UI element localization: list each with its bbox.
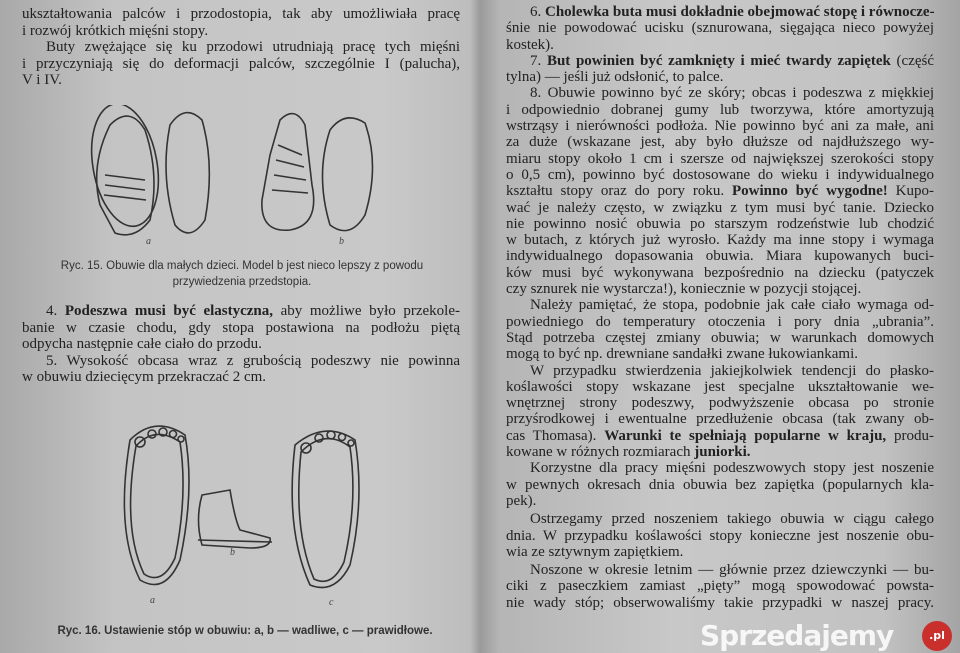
text-line xyxy=(506,562,934,578)
text-line xyxy=(22,23,460,40)
text-segment: ków musi być wykonywana bezpośrednio na dziecku (patyczek xyxy=(506,264,934,281)
text-segment: Należy pamiętać, że stopa, podobnie jak całe ciało wymaga od- xyxy=(530,297,934,314)
figure-16-caption: Ryc. 16. Ustawienie stóp w obuwiu: a, b — wadliwe, c — prawidłowe. xyxy=(57,625,433,637)
text-segment: ciki z paseczkiem zamiast „pięty” mogą spowodować powsta- xyxy=(506,578,934,595)
text-line xyxy=(506,460,934,476)
foot-a-outline xyxy=(124,426,189,584)
text-line xyxy=(506,134,934,150)
text-segment: i rozwój krótkich mięśni stopy. xyxy=(22,22,209,39)
foot-b-side xyxy=(199,490,271,548)
text-segment: w pewnych okresach dnia obuwia bez zapiętka (popularnych kla- xyxy=(506,476,934,493)
text-segment: miaru stopy około 1 cm i szersze od największej szerokości stopy xyxy=(506,150,934,167)
text-segment: czy sznurek nie wystarcza!), koniecznie w pozycji stojącej. xyxy=(506,281,862,298)
text-segment: o 0,5 cm), powinno być dostosowane do wieku i indywidualnego xyxy=(506,166,934,183)
bold-text-segment: Powinno być wygodne! xyxy=(732,183,888,200)
text-segment: 5. Wysokość obcasa wraz z grubością podeszwy nie powinna xyxy=(46,352,460,369)
text-segment: 6. xyxy=(530,4,545,20)
figure-16-label-b: b xyxy=(230,547,235,558)
foot-c-outline xyxy=(292,431,359,587)
text-line xyxy=(506,281,934,297)
text-segment: aby możliwe było przekole- xyxy=(273,303,461,319)
text-segment: banie w czasie chodu, gdy stopa postawiona na podłożu piętą xyxy=(22,319,460,336)
text-segment: V i IV. xyxy=(22,72,62,89)
figure-15-caption-line-1: Ryc. 15. Obuwie dla małych dzieci. Model b jest nieco lepszy z powodu xyxy=(60,260,424,272)
text-segment: w obuwiu dziecięcym przekraczać 2 cm. xyxy=(22,369,267,386)
text-segment: i przyczyniają się do deformacji palców, szczególnie I (palucha), xyxy=(22,55,460,72)
text-line xyxy=(506,428,934,444)
text-segment: i odpowiednio dobranej gumy lub tworzywa, które amortyzują xyxy=(506,101,934,118)
shoe-b-boot xyxy=(262,114,314,231)
text-line xyxy=(506,53,934,69)
text-segment: cas Thomasa). xyxy=(506,427,605,444)
text-line xyxy=(506,265,934,281)
right-page xyxy=(480,0,960,653)
text-line xyxy=(506,379,934,395)
text-segment: wia ze sztywnym zapiętkiem. xyxy=(506,543,684,560)
text-segment: wstrząsy i nierówności podłoża. Nie powinno być ani za małe, ani xyxy=(506,118,934,135)
text-line xyxy=(506,477,934,493)
text-segment: Stąd potrzeba częstej zmiany obuwia; w warunkach domowych xyxy=(506,329,934,346)
left-intro-text xyxy=(22,6,460,89)
text-segment: koślawości stopy wskazane jest specjalne ukształtowanie we- xyxy=(506,378,934,395)
bold-text-segment: Cholewka buta musi dokładnie obejmować stopę i równocze- xyxy=(545,4,935,20)
text-line xyxy=(506,330,934,346)
text-segment: Kupo- xyxy=(887,183,934,200)
text-line xyxy=(506,85,934,101)
text-line xyxy=(506,167,934,183)
text-segment: kostek). xyxy=(506,36,554,53)
text-segment: (część xyxy=(890,52,935,69)
left-rules-text xyxy=(22,303,460,386)
text-segment: Noszone w okresie letnim — głównie przez dziewczynki — bu- xyxy=(530,562,934,579)
text-line xyxy=(506,4,934,20)
text-segment: Buty zwężające się ku przodowi utrudniają pracę tych mięśni xyxy=(46,39,460,56)
text-segment: za duże (wskazane jest, aby było dłuższe od najdłuższego wy- xyxy=(506,134,934,151)
text-line xyxy=(506,297,934,313)
figure-16-label-a: a xyxy=(150,595,155,606)
text-segment: nie powinno nosić obuwia po starszym rodzeństwie lub chodzić xyxy=(506,215,934,232)
text-line xyxy=(506,216,934,232)
text-segment: 4. xyxy=(46,303,65,319)
text-segment: kowane w różnych rozmiarach xyxy=(506,444,695,461)
text-segment: śnie nie powodować ucisku (sznurowana, sięgająca nieco powyżej xyxy=(506,20,934,37)
text-line xyxy=(22,303,460,320)
text-segment: nie wady stóp; obserwowaliśmy takie przypadki w naszej pracy. xyxy=(506,594,934,611)
watermark-badge: .pl xyxy=(922,621,952,651)
text-line xyxy=(506,411,934,427)
text-line xyxy=(22,39,460,56)
text-segment: tylna) — jeśli już odsłonić, to palce. xyxy=(506,69,724,86)
text-segment: wać je należy często, w związku z tym musi być tanie. Dziecko xyxy=(506,199,934,216)
bold-text-segment: Warunki te spełniają popularne w kraju, xyxy=(604,427,887,444)
bold-text-segment: Podeszwa musi być elastyczna, xyxy=(64,303,274,319)
text-segment: produ- xyxy=(886,427,934,444)
text-segment: wnętrznej strony podeszwy, podwyższenie obcasa po stronie xyxy=(506,395,934,412)
text-line xyxy=(506,444,934,460)
text-line xyxy=(506,248,934,264)
text-segment: mogą to być np. drewniane sandałki zwane łukowiankami. xyxy=(506,346,858,363)
text-line xyxy=(22,6,460,23)
figure-15-caption-line-2: przywiedzenia przedstopia. xyxy=(172,276,312,288)
shoe-b-sole xyxy=(323,118,373,231)
text-line xyxy=(506,20,934,36)
text-segment: powiedniego do temperatury otoczenia i pory dnia „ubrania”. xyxy=(506,313,934,330)
figure-15-illustration xyxy=(90,105,400,245)
text-line xyxy=(506,232,934,248)
text-line xyxy=(506,314,934,330)
text-line xyxy=(506,578,934,594)
text-line xyxy=(506,183,934,199)
text-segment: W przypadku stwierdzenia jakiejkolwiek tendencji do płasko- xyxy=(530,362,934,379)
text-segment: 8. Obuwie powinno być ze skóry; obcas i podeszwa z miękkiej xyxy=(530,85,934,102)
figure-16-label-c: c xyxy=(329,597,334,608)
text-segment: kształtu stopy oraz do pory roku. xyxy=(506,183,732,200)
text-line xyxy=(22,336,460,353)
figure-16-illustration xyxy=(110,420,380,595)
text-segment: 7. xyxy=(530,52,547,69)
text-line xyxy=(506,395,934,411)
shoe-a-sole xyxy=(90,105,167,232)
text-line xyxy=(506,200,934,216)
text-segment: pek). xyxy=(506,492,537,509)
figure-15-label-b: b xyxy=(339,236,344,247)
text-segment: odpycha następnie całe ciało do przodu. xyxy=(22,336,262,353)
watermark-logo: Sprzedajemy xyxy=(700,619,894,652)
text-line xyxy=(506,363,934,379)
text-line xyxy=(22,369,460,386)
shoe-a-sole-outline xyxy=(166,113,209,233)
text-line xyxy=(506,151,934,167)
text-line xyxy=(506,493,934,509)
text-line xyxy=(22,56,460,73)
text-line xyxy=(506,511,934,527)
text-segment: indywidualnego dopasowania obuwia. Miara kupowanych buci- xyxy=(506,248,934,265)
figure-15-label-a: a xyxy=(146,236,151,247)
text-line xyxy=(506,528,934,544)
figure-15-caption xyxy=(32,258,452,290)
text-line xyxy=(506,118,934,134)
text-segment: ukształtowania palców i przodostopia, tak aby umożliwiała pracę xyxy=(22,6,460,22)
text-line xyxy=(506,544,934,560)
bold-text-segment: But powinien być zamknięty i mieć twardy zapiętek xyxy=(546,52,891,69)
right-rules-text xyxy=(506,4,934,611)
text-line xyxy=(506,102,934,118)
text-line xyxy=(506,69,934,85)
text-line xyxy=(506,595,934,611)
text-line xyxy=(22,72,460,89)
text-line xyxy=(506,346,934,362)
text-segment: przyśrodkowej i ewentualne przedłużenie obcasa (tak zwany ob- xyxy=(506,411,934,428)
text-segment: Korzystne dla pracy mięśni podeszwowych stopy jest noszenie xyxy=(530,460,934,477)
text-segment: Ostrzegamy przed noszeniem takiego obuwia w ciągu całego xyxy=(530,511,934,528)
text-line xyxy=(22,320,460,337)
text-segment: w butach, z których już wyrosło. Każdy ma inne stopy i wymaga xyxy=(506,232,934,249)
text-segment: dnia. W przypadku koślawości stopy konieczne jest noszenie obu- xyxy=(506,527,934,544)
text-line xyxy=(22,353,460,370)
bold-text-segment: juniorki. xyxy=(694,444,751,461)
text-line xyxy=(506,37,934,53)
